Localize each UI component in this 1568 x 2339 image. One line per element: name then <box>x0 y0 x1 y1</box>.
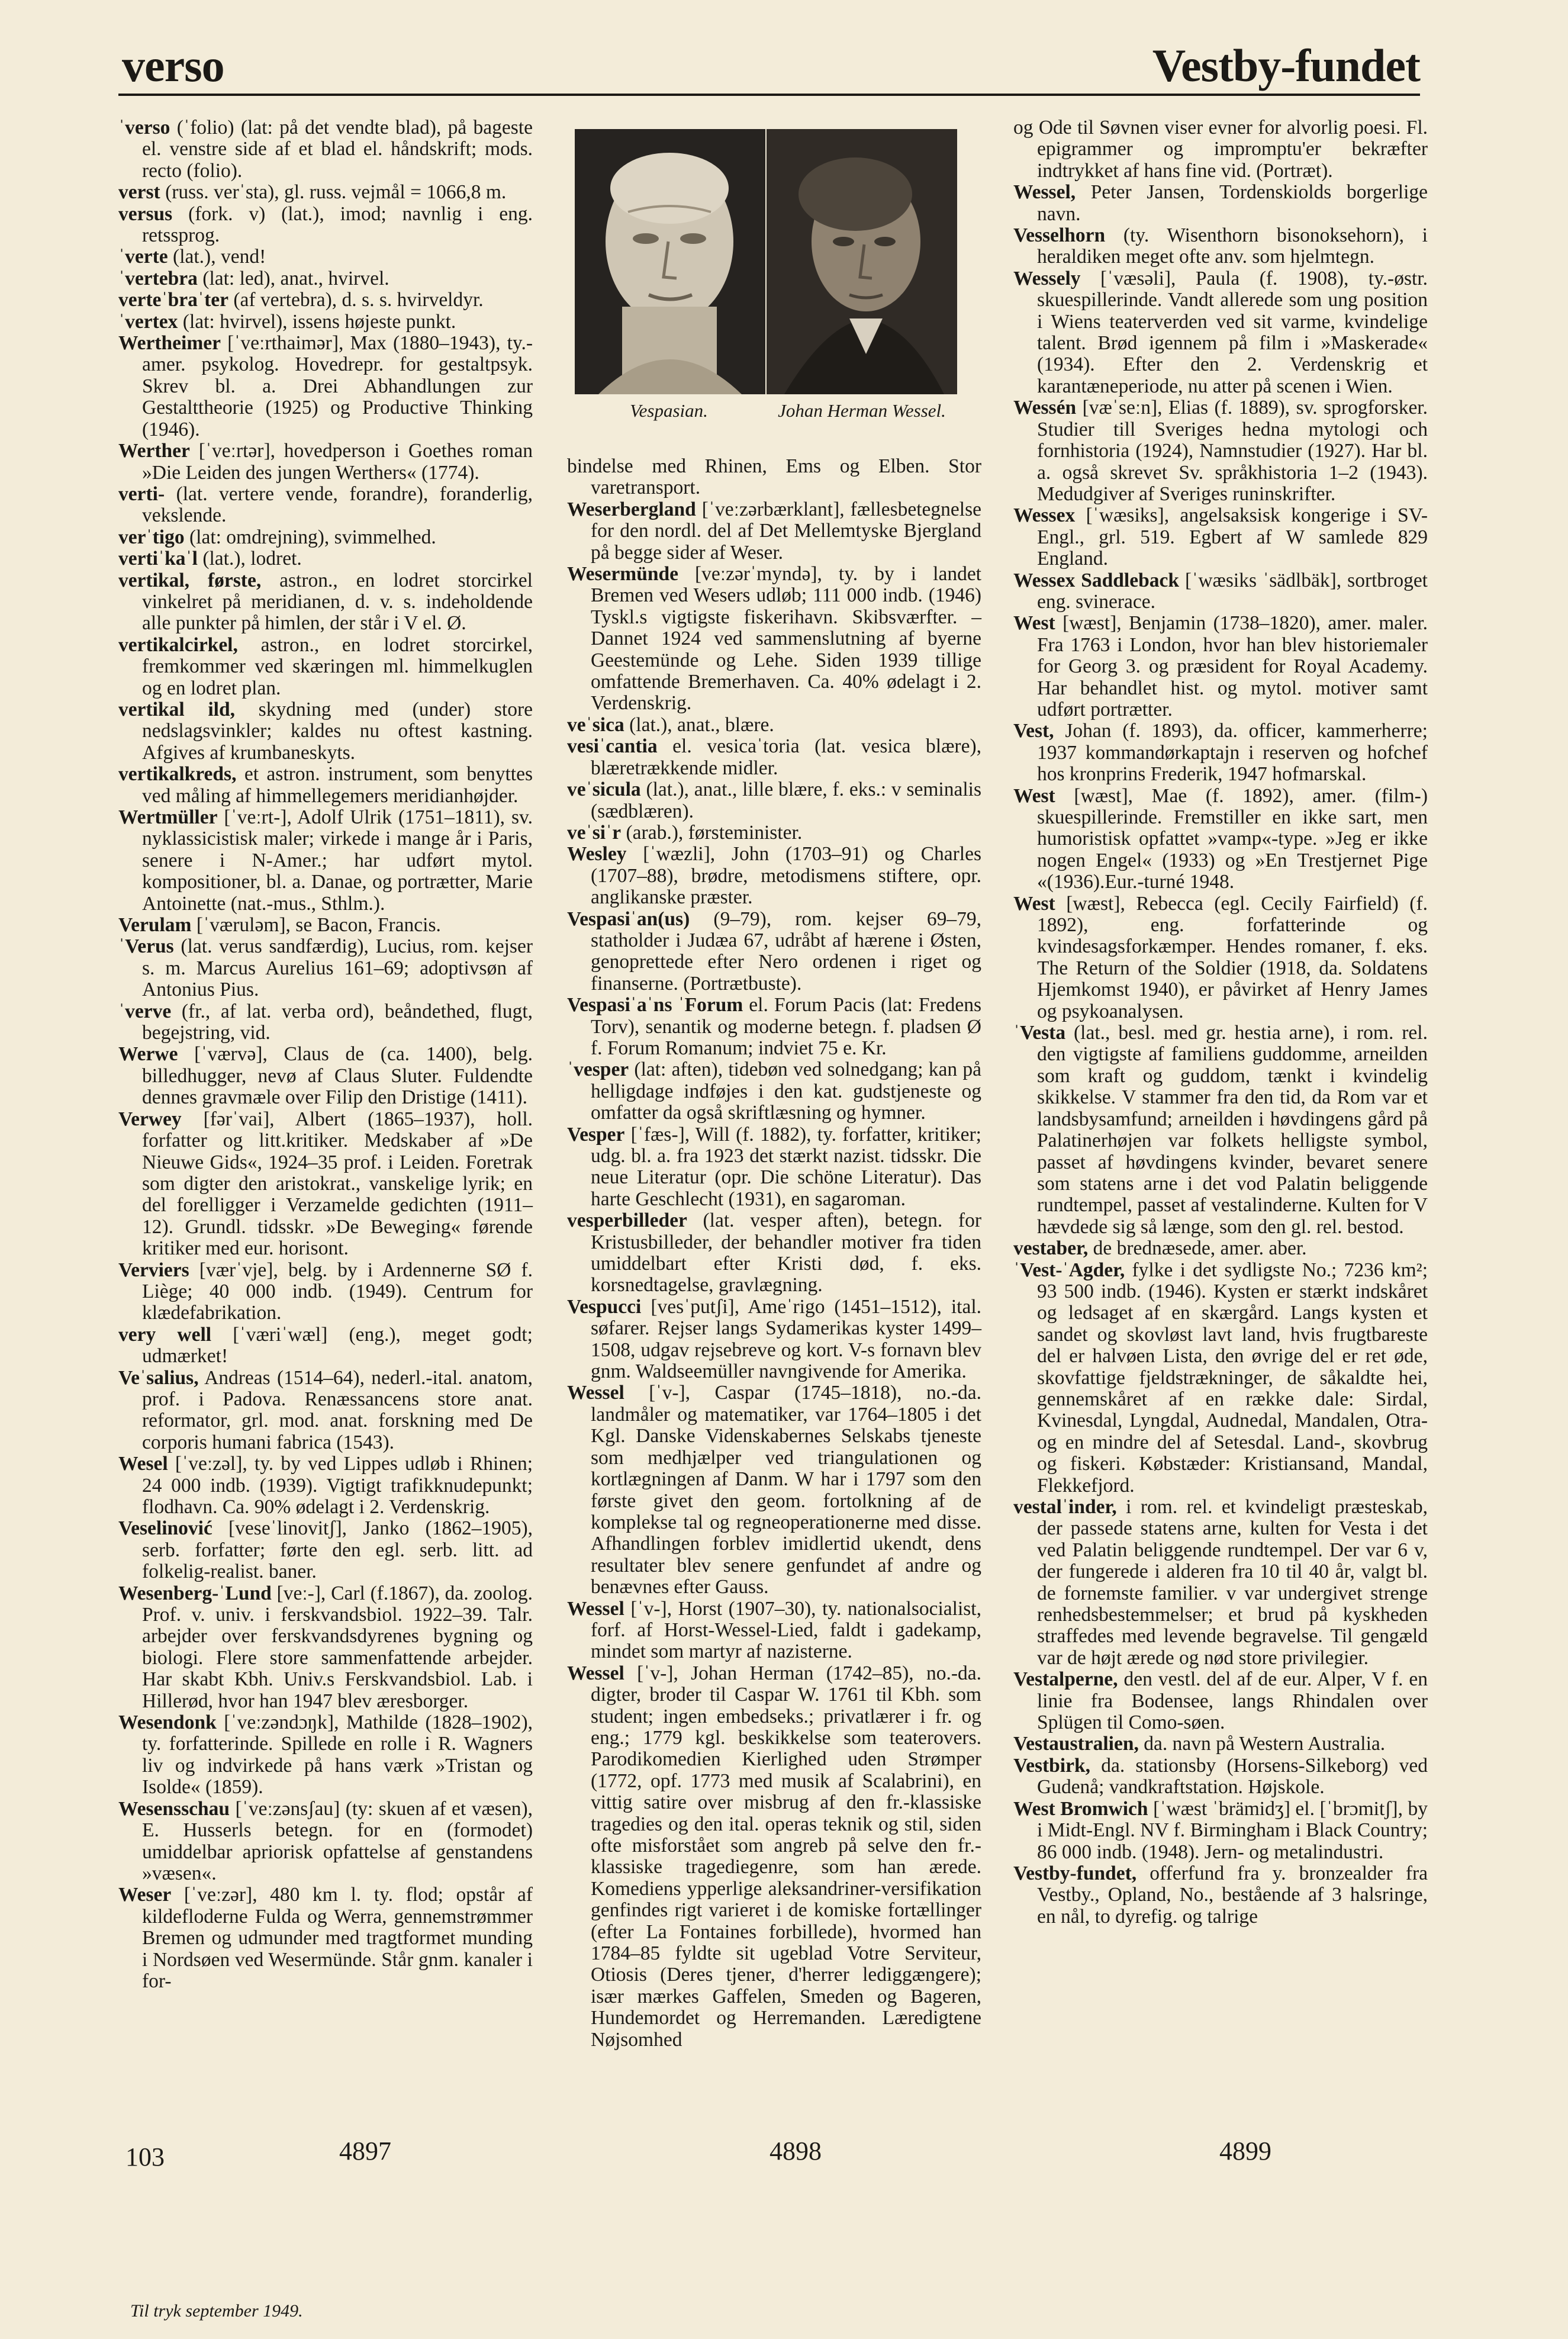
entry-text: (lat.), anat., lille blære, f. eks.: v seminalis (sædblæren). <box>591 778 981 822</box>
running-head <box>118 28 1420 96</box>
imprint-line: Til tryk september 1949. <box>130 2301 303 2321</box>
headword: veˈsiˈr <box>567 821 622 844</box>
entry-text: [wæst], Rebecca (egl. Cecily Fairfield) (f. 1892), eng. forfatterinde og kvindesagsforkæmper. Hendes romaner, f. eks. The Return of the Soldier (1918, da. Soldatens Hjemkomst 1940), er påvirket af Henry James og psykoanalysen. <box>1037 892 1428 1022</box>
entry-text: og Ode til Søvnen viser evner for alvorlig poesi. Fl. epigrammer og impromptu'er bekræfter indtrykket af hans fine vid. (Portræt). <box>1013 117 1428 182</box>
dictionary-entry <box>1013 1669 1428 1733</box>
portrait-figure <box>565 129 980 443</box>
entry-text: [veseˈlinovitʃ], Janko (1862–1905), serb. forfatter; førte den egl. serb. litt. ad folkelig-realist. baner. <box>142 1517 533 1583</box>
dictionary-entry <box>118 117 533 182</box>
entry-text: (lat.), vend! <box>168 246 266 268</box>
dictionary-entry <box>118 1518 533 1582</box>
entry-text: [veːzərˈmyndə], ty. by i landet Bremen ved Wesers udløb; 111 000 indb. (1946) Tyskl.s vigtigste fiskerihavn. Skibsværfter. – Dannet 1924 ved sammenslutning af byerne Geestemünde og Lehe. Siden 1939 tillige omfattende Bremerhaven. Ca. 40% ødelagt i 2. Verdenskrig. <box>591 563 981 715</box>
entry-text: [ˈveːzərbærklant], fællesbetegnelse for den nordl. del af Det Mellemtyske Bjergland på begge sider af Weser. <box>591 498 981 564</box>
headword: Vespasiˈaˈns ˈForum <box>567 994 743 1016</box>
dictionary-entry <box>1013 1863 1428 1928</box>
entry-text: Johan (f. 1893), da. officer, kammerherre; 1937 kommandørkaptajn i reserven og hofchef hos kronprins Frederik, 1947 hofmarskal. <box>1037 720 1428 786</box>
entry-text: [ˈveːzər], 480 km l. ty. flod; opstår af kildefloderne Fulda og Werra, gennemstrømmer Bremen og udmunder med tragtformet munding i Nordsøen ved Wesermünde. Står gnm. kanaler i for- <box>142 1884 533 1992</box>
headword: Vest, <box>1013 720 1054 742</box>
entry-text: [ˈveːzəl], ty. by ved Lippes udløb i Rhinen; 24 000 indb. (1939). Vigtigt trafikknudepunkt; flodhavn. Ca. 90% ødelagt i 2. Verdenskrig. <box>142 1453 533 1518</box>
entry-text: (lat: hvirvel), issens højeste punkt. <box>178 310 456 333</box>
entry-text: Peter Jansen, Tordenskiolds borgerlige navn. <box>1037 181 1428 225</box>
dictionary-entry <box>1013 1022 1428 1238</box>
entry-text: (lat.), anat., blære. <box>624 713 774 736</box>
headword: Vestbirk, <box>1013 1754 1090 1777</box>
dictionary-entry <box>567 1124 981 1211</box>
dictionary-entry <box>1013 1755 1428 1799</box>
headword: veˈsicula <box>567 778 641 801</box>
headword: Wessén <box>1013 397 1077 419</box>
guide-word-right: Vestby-fundet <box>1152 40 1420 91</box>
dictionary-entry <box>567 844 981 908</box>
headword: Vestalperne, <box>1013 1668 1118 1691</box>
entry-text: [wæst], Mae (f. 1892), amer. (film-) skuespillerinde. Fremstiller en ikke sart, men humoristisk opfattet »vamp«-type. »Jeg er ikke nogen Engel« (1933) og »En Trestjernet Pige «(1936).Eur.-turné 1948. <box>1037 784 1428 893</box>
headword: Wesermünde <box>567 563 678 585</box>
dictionary-entry <box>567 1296 981 1383</box>
dictionary-entry <box>567 1382 981 1598</box>
bust-image <box>575 129 765 394</box>
headword: West Bromwich <box>1013 1797 1148 1820</box>
headword: Vesselhorn <box>1013 224 1106 247</box>
headword: ˈverso <box>118 117 170 139</box>
headword: Verwey <box>118 1108 182 1130</box>
dictionary-entry <box>1013 720 1428 785</box>
dictionary-entry <box>567 736 981 779</box>
entry-text: [veː-], Carl (f.1867), da. zoolog. Prof. v. univ. i ferskvandsbiol. 1922–39. Talr. arbejder over ferskvandsdyrenes bygning og biologi. Flere store sammenfattende arbejder. Har skabt Kbh. Univ.s Ferskvandsbiol. Lab. i Hillerød, hvor han 1947 blev æresborger. <box>142 1582 533 1712</box>
dictionary-entry <box>118 1001 533 1044</box>
column-2 <box>567 456 981 2051</box>
dictionary-entry <box>567 779 981 822</box>
entry-text: (lat., besl. med gr. hestia arne), i rom. rel. den vigtigste af familiens guddomme, arneilden som kraft og guddom, tænkt i kvindelig skikkelse. V stammer fra den tid, da Rom var et landsbysamfund; arneilden i høvdingens gård på Palatinerhøjen var folkets helligste symbol, passet af høvdingens kvinder, bevaret senere som statens arne i det vod Palatin beliggende rundtempel, passet af vestalinderne. Kulten for V hævdede sig så længe, som den gl. rel. bestod. <box>1037 1022 1428 1238</box>
entry-text: da. stationsby (Horsens-Silkeborg) ved Gudenå; vandkraftstation. Højskole. <box>1037 1754 1428 1799</box>
entry-text: [ˈvæsəli], Paula (f. 1908), ty.-østr. skuespillerinde. Vandt allerede som ung position i Wiens teaterverden ved sit varme, kvindelige talent. Brød igennem på film i »Maskerade« (1934). Efter den 2. Verdenskrig et karantæneperiode, nu atter på scenen i Wien. <box>1037 267 1428 397</box>
dictionary-entry <box>1013 1238 1428 1259</box>
headword: ˈVerus <box>118 935 174 958</box>
entry-text: [værˈvje], belg. by i Ardennerne SØ f. Liège; 40 000 indb. (1949). Centrum for klædefabrikation. <box>142 1259 533 1324</box>
dictionary-entry <box>1013 570 1428 613</box>
headword: Vestby-fundet, <box>1013 1862 1137 1884</box>
dictionary-entry <box>118 246 533 268</box>
headword: verti- <box>118 482 165 505</box>
dictionary-entry <box>118 1453 533 1518</box>
dictionary-entry <box>118 1044 533 1108</box>
headword: vestalˈinder, <box>1013 1496 1117 1518</box>
dictionary-entry <box>567 564 981 715</box>
entry-text: astron., en lodret storcirkel, fremkommer ved skæringen ml. himmelkuglen og en lodret plan. <box>142 633 533 699</box>
entry-text: den vestl. del af de eur. Alper, V f. en linie fra Bodensee, langs Rhindalen over Splügen til Como-søen. <box>1037 1668 1428 1734</box>
headword: vestaber, <box>1013 1237 1089 1260</box>
entry-text: [ˈv-], Caspar (1745–1818), no.-da. landmåler og matematiker, var 1764–1805 i det Kgl. Danske Videnskabernes Selskabs tjeneste som medhjælper ved triangulationen og kortlægningen af Danm. W har i 1797 som den første givet den geom. fortolkning af de komplekse tal og regneoperationerne med disse. Afhandlingen forblev imidlertid ukendt, dens resultater blev senere genfundet af andre og benævnes efter Gauss. <box>591 1382 981 1598</box>
headword: veˈsica <box>567 713 624 736</box>
headword: vertiˈkaˈl <box>118 548 198 570</box>
entry-text: (lat. vesper aften), betegn. for Kristusbilleder, der behandler motiver fra tiden umiddelbart efter Kristi død, f. eks. korsnedtagelse, gravlægning. <box>591 1209 981 1296</box>
headword: West <box>1013 784 1055 807</box>
caption-vespasian: Vespasian. <box>630 400 708 421</box>
dictionary-entry <box>1013 182 1428 225</box>
entry-text: [ˈværuləm], se Bacon, Francis. <box>191 914 441 937</box>
dictionary-entry <box>118 570 533 635</box>
headword: ˈVest-ˈAgder, <box>1013 1259 1125 1281</box>
headword: Wessel <box>567 1382 624 1404</box>
headword: ˈverve <box>118 1000 172 1022</box>
dictionary-entry <box>1013 225 1428 268</box>
headword: ˈvesper <box>567 1058 629 1081</box>
headword: Veˈsalius, <box>118 1366 199 1389</box>
headword: West <box>1013 612 1055 635</box>
dictionary-entry <box>118 484 533 527</box>
headword: Wessex Saddleback <box>1013 569 1179 591</box>
dictionary-entry <box>118 268 533 289</box>
headword: Wessel <box>567 1597 624 1620</box>
entry-text: [ˈværvə], Claus de (ca. 1400), belg. billedhugger, nevø af Claus Sluter. Fuldendte dennes gravmæle over Filip den Dristige (1411). <box>142 1043 533 1109</box>
entry-text: [fərˈvai], Albert (1865–1937), holl. forfatter og litt.kritiker. Medskaber af »De Nieuwe Gids«, 1924–35 prof. i Leiden. Foretrak som digter den aristokrat., vanskelige lyrik; en del forelligger i Verzamelde gedichten (1911–12). Grundl. tidsskr. »De Beweging« førende kritiker med eur. horisont. <box>142 1108 533 1260</box>
dictionary-entry <box>1013 893 1428 1022</box>
dictionary-entry <box>567 909 981 995</box>
entry-text: (lat. verus sandfærdig), Lucius, rom. kejser s. m. Marcus Aurelius 161–69; adoptivsøn af Antonius Pius. <box>142 935 533 1001</box>
dictionary-entry <box>118 333 533 440</box>
entry-text: (lat.), lodret. <box>197 548 302 570</box>
dictionary-entry <box>1013 786 1428 893</box>
caption-wessel: Johan Herman Wessel. <box>778 400 946 421</box>
entry-text: [vesˈputʃi], Ameˈrigo (1451–1512), ital. søfarer. Rejser langs Sydamerikas kyster 1499–1508, udgav rejsebreve og kort. V-s fornavn blev gnm. Waldseemüller navngivende for Amerika. <box>591 1295 981 1383</box>
headword: vesperbilleder <box>567 1209 687 1232</box>
dictionary-entry <box>118 699 533 764</box>
entry-text: (lat. vertere vende, forandre), foranderlig, vekslende. <box>142 482 533 527</box>
dictionary-entry <box>567 995 981 1059</box>
dictionary-entry <box>118 1799 533 1885</box>
entry-text: [ˈværiˈwæl] (eng.), meget godt; udmærket! <box>142 1323 533 1368</box>
entry-text: skydning med (under) store nedslagsvinkler; kaldes nu oftest kastning. Afgives af krumbaneskyts. <box>142 698 533 764</box>
entry-text: [ˈwæzli], John (1703–91) og Charles (1707–88), brødre, metodismens stiftere, opr. anglikanske præster. <box>591 843 981 909</box>
dictionary-entry <box>118 311 533 333</box>
dictionary-entry <box>118 440 533 484</box>
headword: vesiˈcantia <box>567 735 658 758</box>
headword: Wesenberg-ˈLund <box>118 1582 272 1604</box>
dictionary-entry <box>118 936 533 1000</box>
dictionary-entry <box>118 1324 533 1368</box>
headword: West <box>1013 892 1055 915</box>
dictionary-entry <box>118 1368 533 1454</box>
dictionary-entry <box>118 1109 533 1260</box>
dictionary-entry <box>1013 1799 1428 1863</box>
headword: very well <box>118 1323 212 1346</box>
headword: vertikal ild, <box>118 698 235 720</box>
dictionary-entry <box>118 1583 533 1712</box>
entry-text: et astron. instrument, som benyttes ved måling af himmellegemers meridianhøjder. <box>142 763 533 807</box>
dictionary-entry <box>567 1598 981 1663</box>
dictionary-entry <box>118 289 533 311</box>
headword: Wessel, <box>1013 181 1076 204</box>
entry-text: (ty. Wisenthorn bisonoksehorn), i heraldiken meget ofte anv. som hjelmtegn. <box>1037 224 1428 268</box>
dictionary-entry <box>118 548 533 570</box>
entry-text: (fork. v) (lat.), imod; navnlig i eng. retssprog. <box>142 202 533 247</box>
dictionary-entry <box>1013 613 1428 720</box>
entry-text: (russ. verˈsta), gl. russ. vejmål = 1066,8 m. <box>160 181 507 204</box>
headword: Verulam <box>118 914 192 937</box>
headword: Wesley <box>567 843 627 866</box>
headword: Vespucci <box>567 1295 642 1318</box>
headword: Vesper <box>567 1123 625 1146</box>
entry-text: [ˈveːrtər], hovedperson i Goethes roman »Die Leiden des jungen Werthers« (1774). <box>142 440 533 484</box>
dictionary-entry <box>1013 1497 1428 1669</box>
headword: verˈtigo <box>118 526 185 548</box>
dictionary-entry <box>118 1884 533 1992</box>
entry-text: [ˈveːrt-], Adolf Ulrik (1751–1811), sv. nyklassicistisk maler; virkede i mange år i Paris, senere i N-Amer.; har udført mytol. kompositioner, bl. a. Danae, og portrætter, Marie Antoinette (nat.-mus., Sthlm.). <box>142 806 533 915</box>
dictionary-entry <box>567 456 981 499</box>
vespasian-portrait <box>575 129 765 394</box>
headword: Veselinović <box>118 1517 212 1540</box>
headword: Werther <box>118 440 190 462</box>
entry-text: (lat: led), anat., hvirvel. <box>197 267 389 289</box>
dictionary-entry <box>1013 117 1428 182</box>
headword: ˈverte <box>118 246 168 268</box>
headword: vertikalkreds, <box>118 763 237 786</box>
headword: verteˈbraˈter <box>118 289 228 311</box>
dictionary-entry <box>1013 397 1428 505</box>
entry-text: (lat: omdrejning), svimmelhed. <box>184 526 436 548</box>
painting-image <box>767 129 957 394</box>
page-number-left: 4897 <box>339 2137 391 2166</box>
headword: Wessex <box>1013 504 1076 527</box>
entry-text: bindelse med Rhinen, Ems og Elben. Stor varetransport. <box>567 455 981 499</box>
entry-text: [ˈv-], Johan Herman (1742–85), no.-da. digter, broder til Caspar W. 1761 til Kbh. som student; ingen embedseks.; privatlærer i fr. og eng.; 1779 kgl. beskikkelse som teaterovers. Parodikomedien Kierlighed uden Strømper (1772, opf. 1773 med musik af Scalabrini), en vittig satire over misbrug af den fr.-klassiske tragedies og den ital. operas teknik og stil, siden ofte misforstået som angreb på selve den fr.-klassiske tragediegenre, som han ærede. Komediens ypperlige aleksandriner-versifikation genfindes rigt varieret i de komiske fortællinger (efter La Fontaines forbillede), hvormed han 1784–85 fyldte sit ugeblad Votre Serviteur, Otiosis (Deres tjener, d'herrer lediggængere); især mærkes Gaffelen, Smeden og Bageren, Hundemordet og Herremanden. Læredigtene Nøjsomhed <box>591 1662 981 2051</box>
dictionary-entry <box>118 764 533 807</box>
dictionary-entry <box>118 204 533 247</box>
headword: Weser <box>118 1884 172 1906</box>
entry-text: (lat: aften), tidebøn ved solnedgang; kan på helligdage indføjes i den kat. gudstjeneste og omfatter da også skriftlæsning og hymner. <box>591 1058 981 1124</box>
dictionary-entry <box>1013 268 1428 397</box>
entry-text: [ˈveːrthaimər], Max (1880–1943), ty.-amer. psykolog. Hovedrepr. for gestaltpsyk. Skrev bl. a. Drei Abhandlungen zur Gestalttheorie (1925) og Productive Thinking (1946). <box>142 332 533 440</box>
entry-text: [ˈwæst ˈbrämidʒ] el. [ˈbrɔmitʃ], by i Midt-Engl. NV f. Birmingham i Black Country; 86 000 indb. (1948). Jern- og metalindustri. <box>1037 1797 1428 1863</box>
page-number-middle: 4898 <box>769 2137 822 2166</box>
entry-text: astron., en lodret storcirkel vinkelret på meridianen, d. v. s. indeholdende alle punkter på himlen, der står i V el. Ø. <box>142 569 533 635</box>
dictionary-entry <box>1013 505 1428 570</box>
sheet-folio: 103 <box>125 2142 165 2171</box>
headword: Weserbergland <box>567 498 696 520</box>
entry-text: [wæst], Benjamin (1738–1820), amer. maler. Fra 1763 i London, hvor han blev historiemaler for Georg 3. og præsident for Royal Academy. Har behandlet hist. og mytol. motiver samt udført portrætter. <box>1037 612 1428 720</box>
headword: Wessely <box>1013 267 1081 289</box>
dictionary-entry <box>118 915 533 936</box>
entry-text: el. Forum Pacis (lat: Fredens Torv), senantik og moderne betegn. f. pladsen Ø f. Forum Romanum; indviet 75 e. Kr. <box>591 994 981 1059</box>
guide-word-left: verso <box>122 40 224 91</box>
headword: vertikal, første, <box>118 569 262 591</box>
headword: ˈVesta <box>1013 1022 1066 1044</box>
page-number-right: 4899 <box>1219 2137 1271 2166</box>
entry-text: i rom. rel. et kvindeligt præsteskab, der passede statens arne, kulten for Vesta i det ved Palatin beliggende rundtempel. Der var 6 v, der fungerede i alderen fra 10 til 40 år, valgt bl. de fornemste familier. v var undergivet strenge renhedsbestemmelser; et brud på kyskheden straffedes med levende begravelse. Til gengæld var de højt ærede og nød store privilegier. <box>1037 1496 1428 1669</box>
dictionary-entry <box>567 1663 981 2051</box>
dictionary-entry <box>567 822 981 844</box>
headword: Vespasiˈan(us) <box>567 908 690 930</box>
wessel-portrait <box>767 129 957 394</box>
headword: versus <box>118 202 173 225</box>
dictionary-entry <box>118 807 533 915</box>
headword: Verviers <box>118 1259 189 1281</box>
dictionary-entry <box>118 527 533 548</box>
entry-text: [ˈwæsiks ˈsädlbäk], sortbroget eng. svinerace. <box>1037 569 1428 613</box>
dictionary-entry <box>118 182 533 203</box>
headword: ˈvertebra <box>118 267 198 289</box>
headword: Wesensschau <box>118 1797 230 1820</box>
column-3 <box>1013 117 1428 1928</box>
headword: Wessel <box>567 1662 624 1684</box>
entry-text: [ˈv-], Horst (1907–30), ty. nationalsocialist, forf. af Horst-Wessel-Lied, faldt i gadekamp, mindet som martyr af nazisterne. <box>591 1597 981 1663</box>
entry-text: fylke i det sydligste No.; 7236 km²; 93 500 indb. (1946). Kysten er stærkt indskåret og ledsaget af en skærgård. Langs kysten et sandet og skovløst lavt land, hvis frugtbareste del er halvøen Lista, den øvrige del er ret øde, skovfattige fjeldstrækninger, de såkaldte hei, gennemskåret af en række dale: Sirdal, Kvinesdal, Lyngdal, Audnedal, Mandalen, Otra- og en mindre del af Setesdal. Land-, skovbrug og fiskeri. Købstæder: Kristiansand, Mandal, Flekkefjord. <box>1037 1259 1428 1497</box>
headword: Wertmüller <box>118 806 218 828</box>
dictionary-entry <box>118 635 533 699</box>
entry-text: (af vertebra), d. s. s. hvirveldyr. <box>228 289 484 311</box>
entry-text: el. vesicaˈtoria (lat. vesica blære), blæretrækkende midler. <box>591 735 981 779</box>
dictionary-entry <box>567 1210 981 1296</box>
entry-text: (9–79), rom. kejser 69–79, statholder i Judæa 67, udråbt af hærene i Østen, genoprettede efter Nero ordenen i riget og finanserne. (Portrætbuste). <box>591 908 981 995</box>
entry-text: (fr., af lat. verba ord), beåndethed, flugt, begejstring, vid. <box>142 1000 533 1044</box>
entry-text: [ˈfæs-], Will (f. 1882), ty. forfatter, kritiker; udg. bl. a. fra 1923 det stærkt nazist. tidsskr. Die neue Literatur (opr. Die schöne Literatur). Das harte Geschlecht (1931), en sagaroman. <box>591 1123 981 1210</box>
entry-text: [ˈveːzənsʃau] (ty: skuen af et væsen), E. Husserls betegn. for en (formodet) umiddelbar apriorisk opfattelse af genstandens »væsen«. <box>142 1797 533 1884</box>
dictionary-entry <box>118 1260 533 1324</box>
entry-text: (arab.), førsteminister. <box>621 821 803 844</box>
headword: Wertheimer <box>118 332 221 355</box>
headword: ˈvertex <box>118 310 178 333</box>
entry-text: [ˈwæsiks], angelsaksisk kongerige i SV-Engl., grl. 519. Egbert af W samlede 829 England. <box>1037 504 1428 570</box>
dictionary-entry <box>118 1712 533 1799</box>
column-1 <box>118 117 533 1992</box>
entry-text: Andreas (1514–64), nederl.-ital. anatom, prof. i Padova. Renæssancens store anat. reformator, grl. mod. anat. forskning med De corporis humani fabrica (1543). <box>142 1366 533 1453</box>
headword: Vestaustralien, <box>1013 1733 1139 1755</box>
entry-text: offerfund fra y. bronzealder fra Vestby., Opland, No., bestående af 3 halsringe, en nål, to dyrefig. og talrige <box>1037 1862 1428 1928</box>
headword: verst <box>118 181 160 204</box>
dictionary-entry <box>567 499 981 564</box>
dictionary-entry <box>1013 1260 1428 1497</box>
entry-text: [væˈseːn], Elias (f. 1889), sv. sprogforsker. Studier till Sveriges hedna mytologi och fornhistoria (1924), Namnstudier (1927). Har bl. a. også skrevet Sv. språkhistoria 1–2 (1943). Medudgiver af Sveriges runinskrifter. <box>1037 397 1428 505</box>
headword: vertikalcirkel, <box>118 633 238 656</box>
dictionary-entry <box>567 1059 981 1124</box>
headword: Werwe <box>118 1043 178 1066</box>
headword: Wesendonk <box>118 1711 217 1734</box>
entry-text: [ˈveːzəndɔŋk], Mathilde (1828–1902), ty. forfatterinde. Spillede en rolle i R. Wagners liv og indvirkede på hans værk »Tristan og Isolde« (1859). <box>142 1711 533 1799</box>
entry-text: de brednæsede, amer. aber. <box>1088 1237 1307 1260</box>
entry-text: (ˈfolio) (lat: på det vendte blad), på bageste el. venstre side af et blad el. håndskrift; mods. recto (folio). <box>142 117 533 182</box>
dictionary-entry <box>567 715 981 736</box>
headword: Wesel <box>118 1453 168 1475</box>
entry-text: da. navn på Western Australia. <box>1138 1733 1386 1755</box>
dictionary-entry <box>1013 1733 1428 1755</box>
